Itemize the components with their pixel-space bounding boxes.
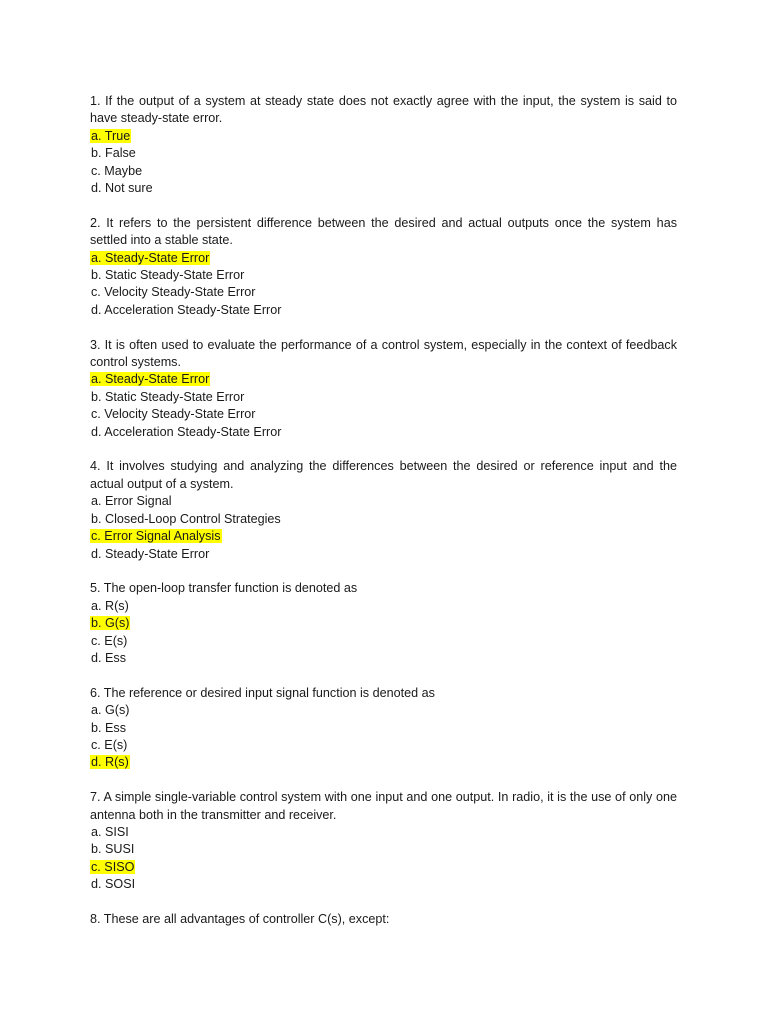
option-label: a. Error Signal — [91, 494, 172, 509]
option-b — [90, 145, 677, 162]
option-label: d. Steady-State Error — [91, 546, 210, 561]
option-c — [90, 406, 677, 423]
option-label: a. Steady-State Error — [91, 250, 210, 265]
option-d — [90, 876, 677, 893]
question-4 — [90, 458, 677, 562]
option-label: a. Steady-State Error — [91, 372, 210, 387]
option-label: b. SUSI — [91, 842, 135, 857]
option-label: a. G(s) — [91, 703, 130, 718]
option-b — [90, 841, 677, 858]
option-label: c. Maybe — [91, 163, 143, 178]
option-label: d. Not sure — [91, 181, 153, 196]
question-1 — [90, 93, 677, 197]
option-c — [90, 284, 677, 301]
option-label: b. Closed-Loop Control Strategies — [91, 511, 281, 526]
option-a — [90, 598, 677, 615]
option-label: d. Acceleration Steady-State Error — [91, 424, 282, 439]
question-text: 4. It involves studying and analyzing the differences between the desired or reference input and the actual output of a system. — [90, 459, 677, 491]
option-label: a. True — [91, 128, 131, 143]
option-b-correct — [90, 615, 677, 632]
option-c — [90, 737, 677, 754]
option-label: c. Velocity Steady-State Error — [91, 407, 256, 422]
option-d-correct — [90, 754, 677, 771]
question-text: 8. These are all advantages of controller C(s), except: — [90, 911, 390, 926]
option-label: b. G(s) — [91, 616, 130, 631]
option-label: b. False — [91, 146, 136, 161]
option-b — [90, 511, 677, 528]
option-label: b. Ess — [91, 720, 126, 735]
option-label: d. Ess — [91, 650, 126, 665]
option-label: c. Error Signal Analysis — [91, 529, 221, 544]
option-label: d. R(s) — [91, 755, 129, 770]
option-a — [90, 824, 677, 841]
option-label: b. Static Steady-State Error — [91, 268, 245, 283]
option-d — [90, 424, 677, 441]
option-c-correct — [90, 528, 677, 545]
option-label: c. E(s) — [91, 737, 128, 752]
option-label: a. SISI — [91, 824, 129, 839]
option-label: b. Static Steady-State Error — [91, 389, 245, 404]
option-d — [90, 650, 677, 667]
option-label: d. SOSI — [91, 877, 136, 892]
document-page — [90, 93, 677, 946]
question-text: 1. If the output of a system at steady state does not exactly agree with the input, the system is said to have steady-state error. — [90, 94, 677, 126]
option-c-correct — [90, 859, 677, 876]
question-2 — [90, 215, 677, 319]
question-6 — [90, 685, 677, 772]
question-text: 5. The open-loop transfer function is denoted as — [90, 581, 358, 596]
question-7 — [90, 789, 677, 893]
question-text: 6. The reference or desired input signal function is denoted as — [90, 685, 435, 700]
option-a-correct — [90, 128, 677, 145]
option-d — [90, 546, 677, 563]
question-text: 3. It is often used to evaluate the performance of a control system, especially in the context of feedback control systems. — [90, 337, 677, 370]
question-3 — [90, 337, 677, 441]
option-label: a. R(s) — [91, 598, 129, 613]
question-text: 2. It refers to the persistent difference between the desired and actual outputs once the system has settled into a stable state. — [90, 215, 677, 248]
option-label: c. E(s) — [91, 633, 128, 648]
option-d — [90, 302, 677, 319]
question-5 — [90, 580, 677, 667]
question-text: 7. A simple single-variable control system with one input and one output. In radio, it is the use of only one antenna both in the transmitter and receiver. — [90, 790, 677, 822]
option-a — [90, 493, 677, 510]
option-b — [90, 389, 677, 406]
option-a-correct — [90, 371, 677, 388]
option-label: c. Velocity Steady-State Error — [91, 285, 256, 300]
option-a-correct — [90, 250, 677, 267]
option-a — [90, 702, 677, 719]
option-b — [90, 720, 677, 737]
option-c — [90, 163, 677, 180]
option-label: d. Acceleration Steady-State Error — [91, 302, 282, 317]
option-b — [90, 267, 677, 284]
option-label: c. SISO — [91, 859, 135, 874]
option-d — [90, 180, 677, 197]
question-8 — [90, 911, 677, 928]
option-c — [90, 633, 677, 650]
